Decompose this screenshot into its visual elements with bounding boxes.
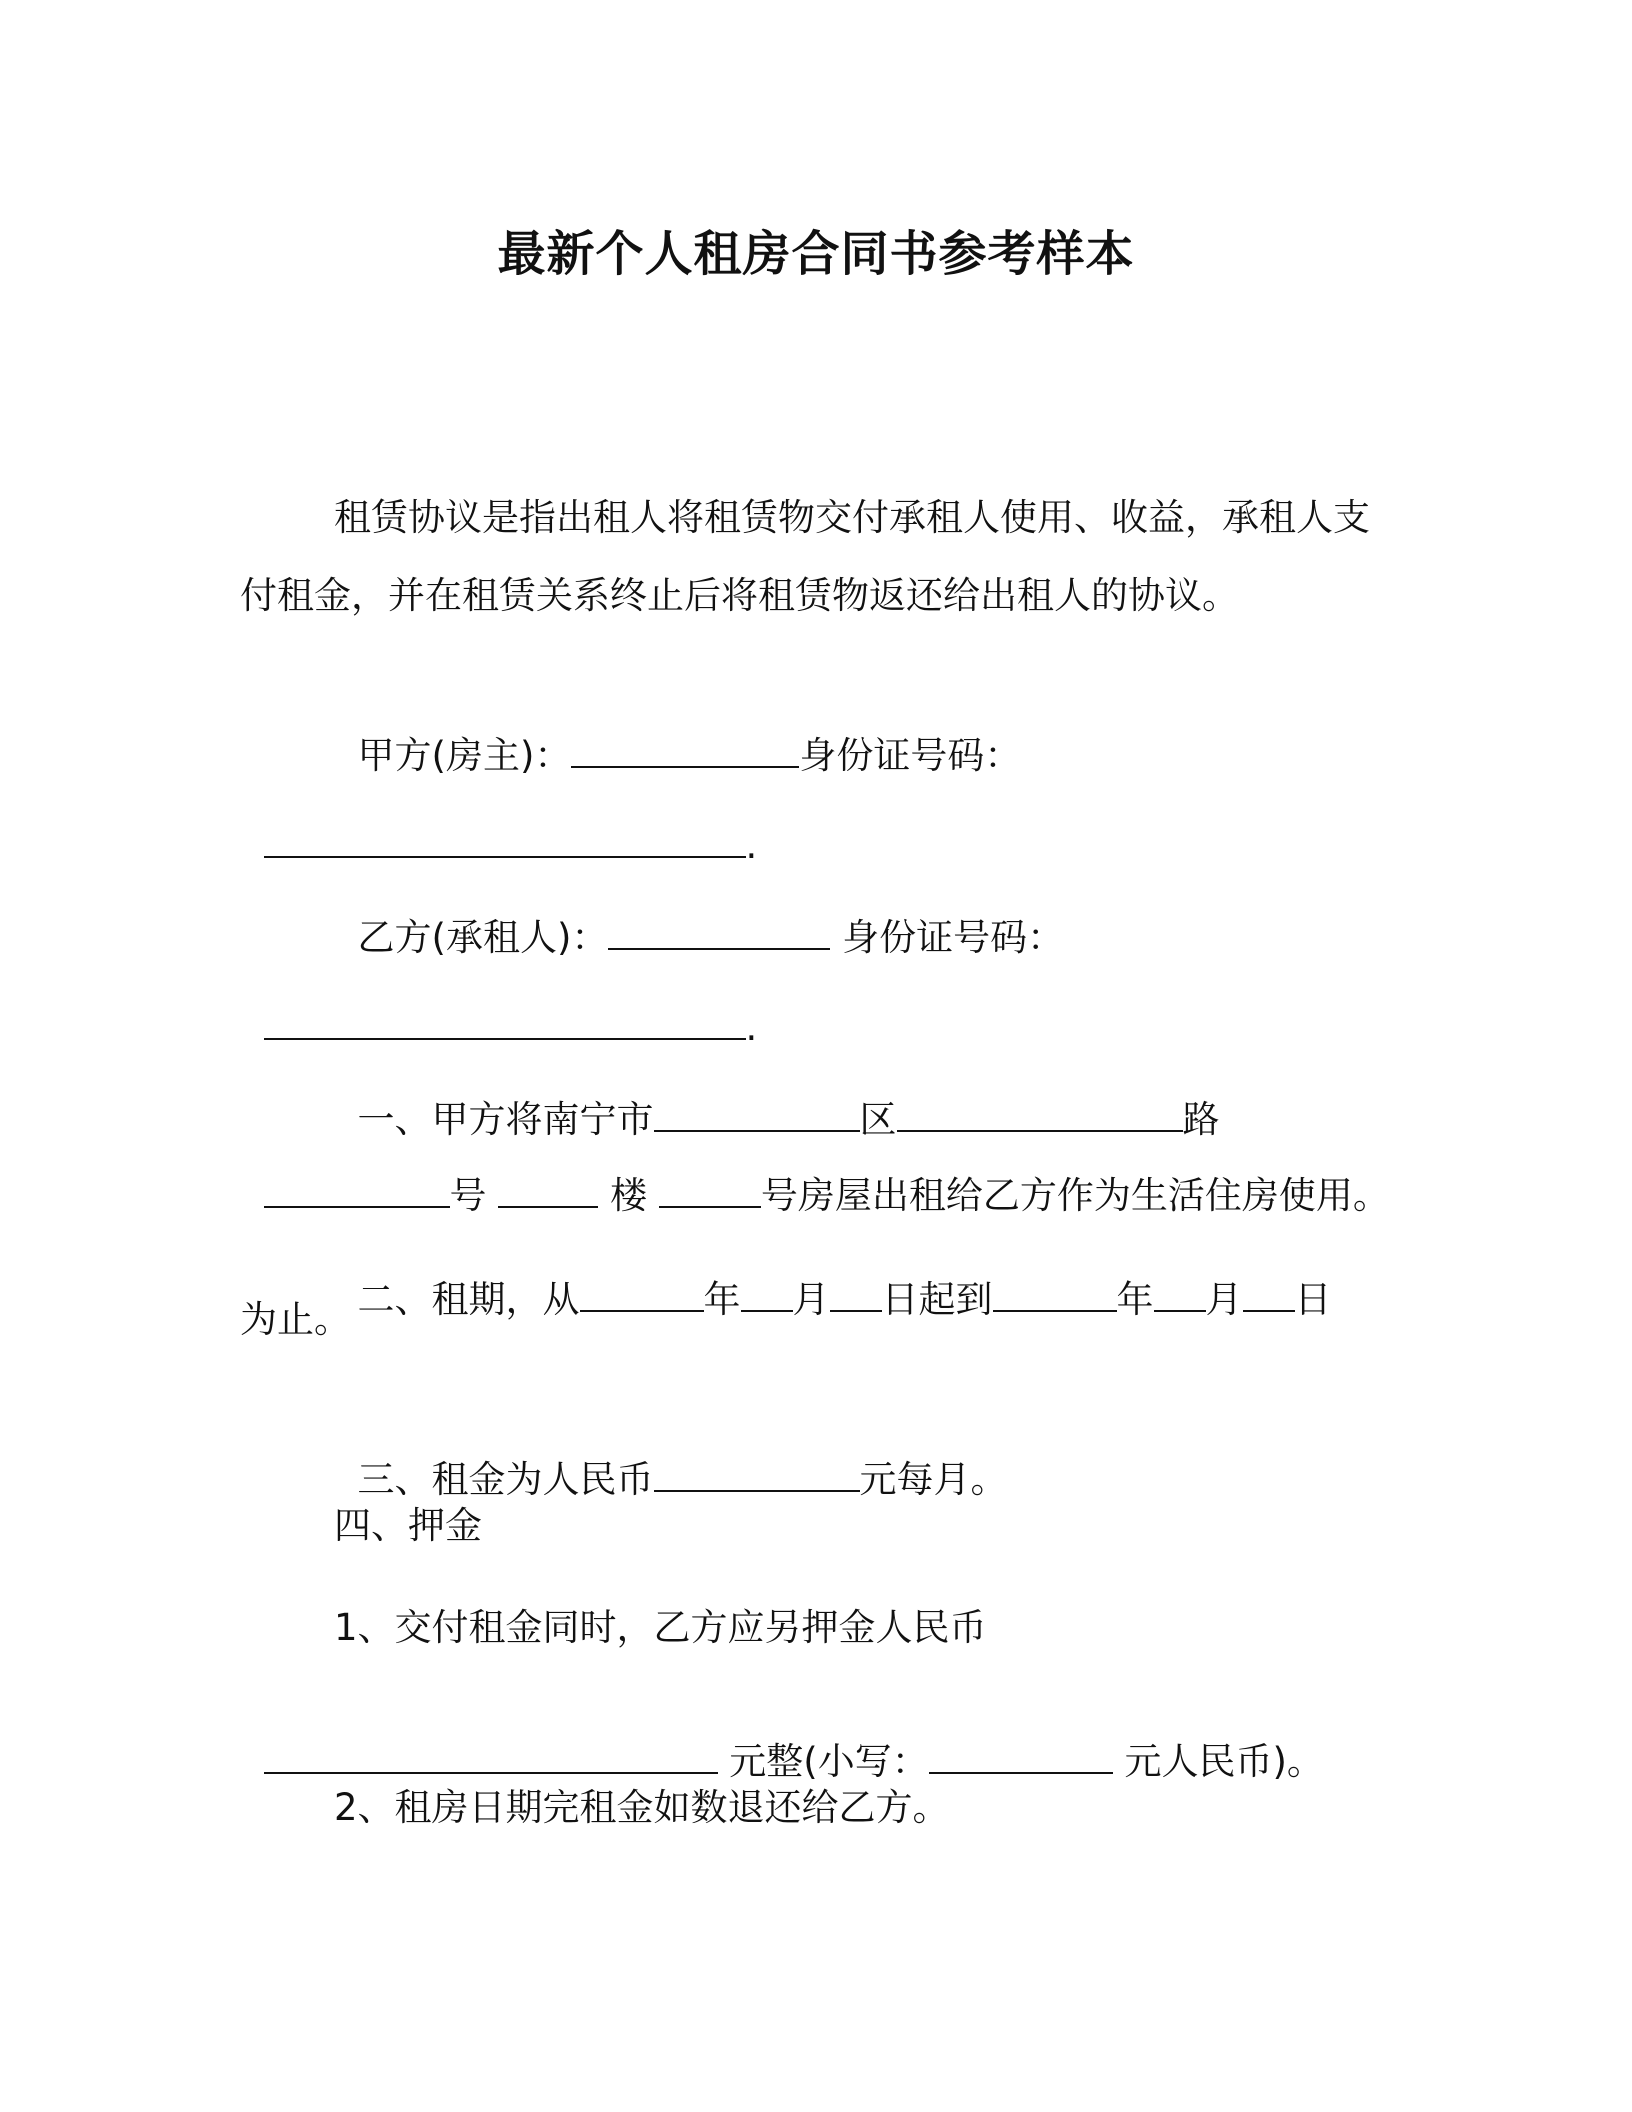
clause-1-suffix: 号房屋出租给乙方作为生活住房使用。 (760, 1174, 1390, 1217)
road-number-blank (264, 1174, 450, 1208)
party-b-label: 乙方(承租人)： (357, 916, 609, 959)
start-month-blank (741, 1278, 793, 1312)
room-blank (659, 1174, 761, 1208)
intro-line-2: 付租金，并在租赁关系终止后将租赁物返还给出租人的协议。 (240, 574, 1239, 617)
start-year-blank (580, 1278, 704, 1312)
party-b-id-label: 身份证号码： (842, 916, 1065, 959)
clause-4-heading: 四、押金 (334, 1504, 482, 1547)
building-label: 楼 (610, 1174, 648, 1217)
end-day-label: 日 (1294, 1278, 1332, 1321)
document-title: 最新个人租房合同书参考样本 (497, 226, 1135, 282)
start-month-label: 月 (792, 1278, 830, 1321)
deposit-yuan-label: 元整(小写： (729, 1740, 929, 1783)
clause-2-prefix: 二、租期，从 (357, 1278, 580, 1321)
road-label: 路 (1182, 1098, 1220, 1141)
deposit-item-2: 2、租房日期完租金如数退还给乙方。 (334, 1786, 950, 1829)
clause-1-prefix: 一、甲方将南宁市 (357, 1098, 654, 1141)
rent-blank (654, 1458, 860, 1492)
start-year-label: 年 (703, 1278, 741, 1321)
clause-3-prefix: 三、租金为人民币 (357, 1458, 654, 1501)
deposit-amount-blank (264, 1740, 718, 1774)
deposit-item-1-line-1: 1、交付租金同时，乙方应另押金人民币 (334, 1606, 987, 1649)
clause-3-line (334, 1396, 1008, 1508)
clause-2-line-2: 为止。 (240, 1298, 351, 1341)
end-year-blank (993, 1278, 1117, 1312)
number-label: 号 (449, 1174, 487, 1217)
deposit-lower-blank (929, 1740, 1113, 1774)
building-blank (498, 1174, 598, 1208)
clause-1-line-2 (240, 1112, 1390, 1224)
district-label: 区 (859, 1098, 897, 1141)
end-year-label: 年 (1116, 1278, 1154, 1321)
clause-3-suffix: 元每月。 (859, 1458, 1008, 1501)
start-day-blank (830, 1278, 882, 1312)
party-b-id-end: . (745, 1006, 758, 1049)
party-a-id-blank (264, 824, 746, 858)
party-a-id-end: . (745, 824, 758, 867)
deposit-end: 元人民币)。 (1124, 1740, 1324, 1783)
party-a-label: 甲方(房主)： (357, 734, 572, 777)
party-a-id-label: 身份证号码： (799, 734, 1022, 777)
end-day-blank (1243, 1278, 1295, 1312)
party-b-id-blank (264, 1006, 746, 1040)
clause-2-line-1 (334, 1216, 1332, 1328)
deposit-item-1-line-2 (240, 1678, 1324, 1790)
start-day-label: 日起到 (881, 1278, 993, 1321)
intro-line-1: 租赁协议是指出租人将租赁物交付承租人使用、收益，承租人支 (334, 496, 1370, 539)
end-month-label: 月 (1205, 1278, 1243, 1321)
end-month-blank (1154, 1278, 1206, 1312)
